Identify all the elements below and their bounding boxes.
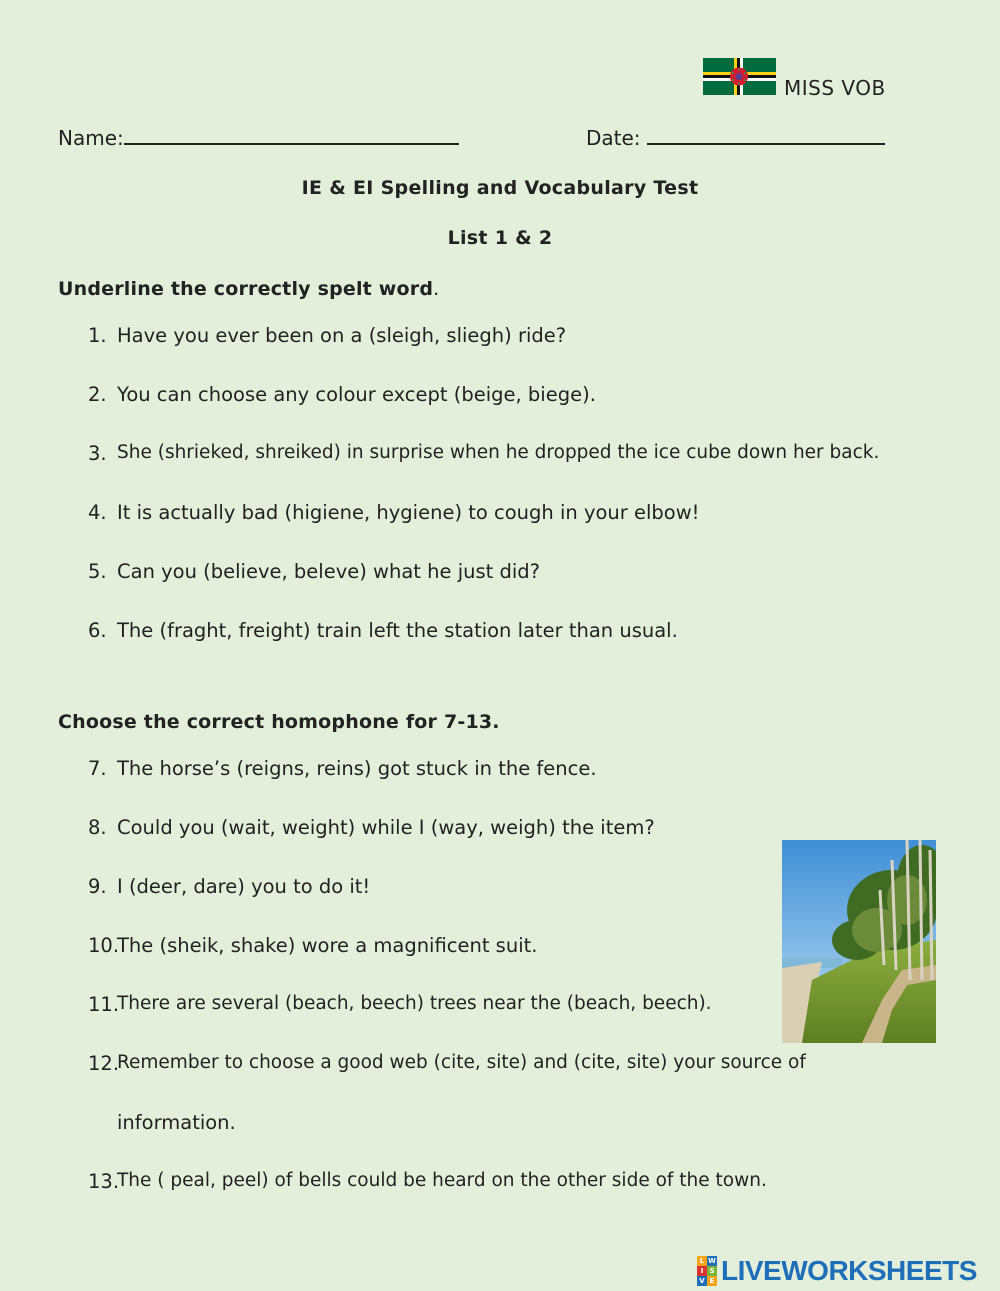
date-field xyxy=(586,126,885,150)
question-number: 10. xyxy=(88,934,120,957)
name-field xyxy=(58,126,459,150)
question-text[interactable]: The (fraght, freight) train left the station later than usual. xyxy=(117,619,678,642)
liveworksheets-logo-text: LIVEWORKSHEETS xyxy=(721,1255,977,1286)
question-text[interactable]: Could you (wait, weight) while I (way, weigh) the item? xyxy=(117,816,655,839)
question-number: 4. xyxy=(88,501,107,524)
question-number: 6. xyxy=(88,619,107,642)
section-heading-homophone: Choose the correct homophone for 7-13. xyxy=(58,711,500,733)
question-number: 11. xyxy=(88,993,120,1016)
question-text[interactable]: You can choose any colour except (beige, biege). xyxy=(117,383,596,406)
question-text[interactable]: Have you ever been on a (sleigh, sliegh) ride? xyxy=(117,324,567,347)
question-text[interactable]: She (shrieked, shreiked) in surprise when he dropped the ice cube down her back. xyxy=(117,442,880,463)
question-text[interactable]: Can you (believe, beleve) what he just did? xyxy=(117,560,540,583)
name-blank[interactable] xyxy=(124,127,459,145)
question-number: 7. xyxy=(88,757,107,780)
question-number: 2. xyxy=(88,383,107,406)
question-number: 1. xyxy=(88,324,107,347)
question-number: 3. xyxy=(88,442,107,465)
question-number: 5. xyxy=(88,560,107,583)
question-text[interactable]: The ( peal, peel) of bells could be heard on the other side of the town. xyxy=(117,1170,767,1191)
question-text[interactable]: I (deer, dare) you to do it! xyxy=(117,875,371,898)
question-text[interactable]: Remember to choose a good web (cite, site) and (cite, site) your source of xyxy=(117,1052,806,1073)
section-heading-underline: Underline the correctly spelt word. xyxy=(58,278,440,300)
question-text[interactable]: There are several (beach, beech) trees near the (beach, beech). xyxy=(117,993,712,1014)
liveworksheets-logo-icon: L W I S V E xyxy=(697,1256,717,1286)
question-text[interactable]: The (sheik, shake) wore a magnificent suit. xyxy=(117,934,538,957)
teacher-name: MISS VOB xyxy=(784,76,886,100)
name-label: Name: xyxy=(58,126,124,150)
question-number: 13. xyxy=(88,1170,120,1193)
date-label: Date: xyxy=(586,126,641,150)
question-text[interactable]: The horse’s (reigns, reins) got stuck in the fence. xyxy=(117,757,597,780)
question-number: 8. xyxy=(88,816,107,839)
question-continuation: information. xyxy=(117,1111,236,1134)
page-subtitle: List 1 & 2 xyxy=(447,227,553,249)
page-title: IE & EI Spelling and Vocabulary Test xyxy=(301,177,699,199)
coastal-forest-photo xyxy=(782,840,936,1043)
liveworksheets-logo xyxy=(697,1256,977,1286)
date-blank[interactable] xyxy=(647,127,885,145)
question-text[interactable]: It is actually bad (higiene, hygiene) to cough in your elbow! xyxy=(117,501,700,524)
question-number: 9. xyxy=(88,875,107,898)
question-number: 12. xyxy=(88,1052,120,1075)
dominica-flag-icon xyxy=(703,58,776,95)
